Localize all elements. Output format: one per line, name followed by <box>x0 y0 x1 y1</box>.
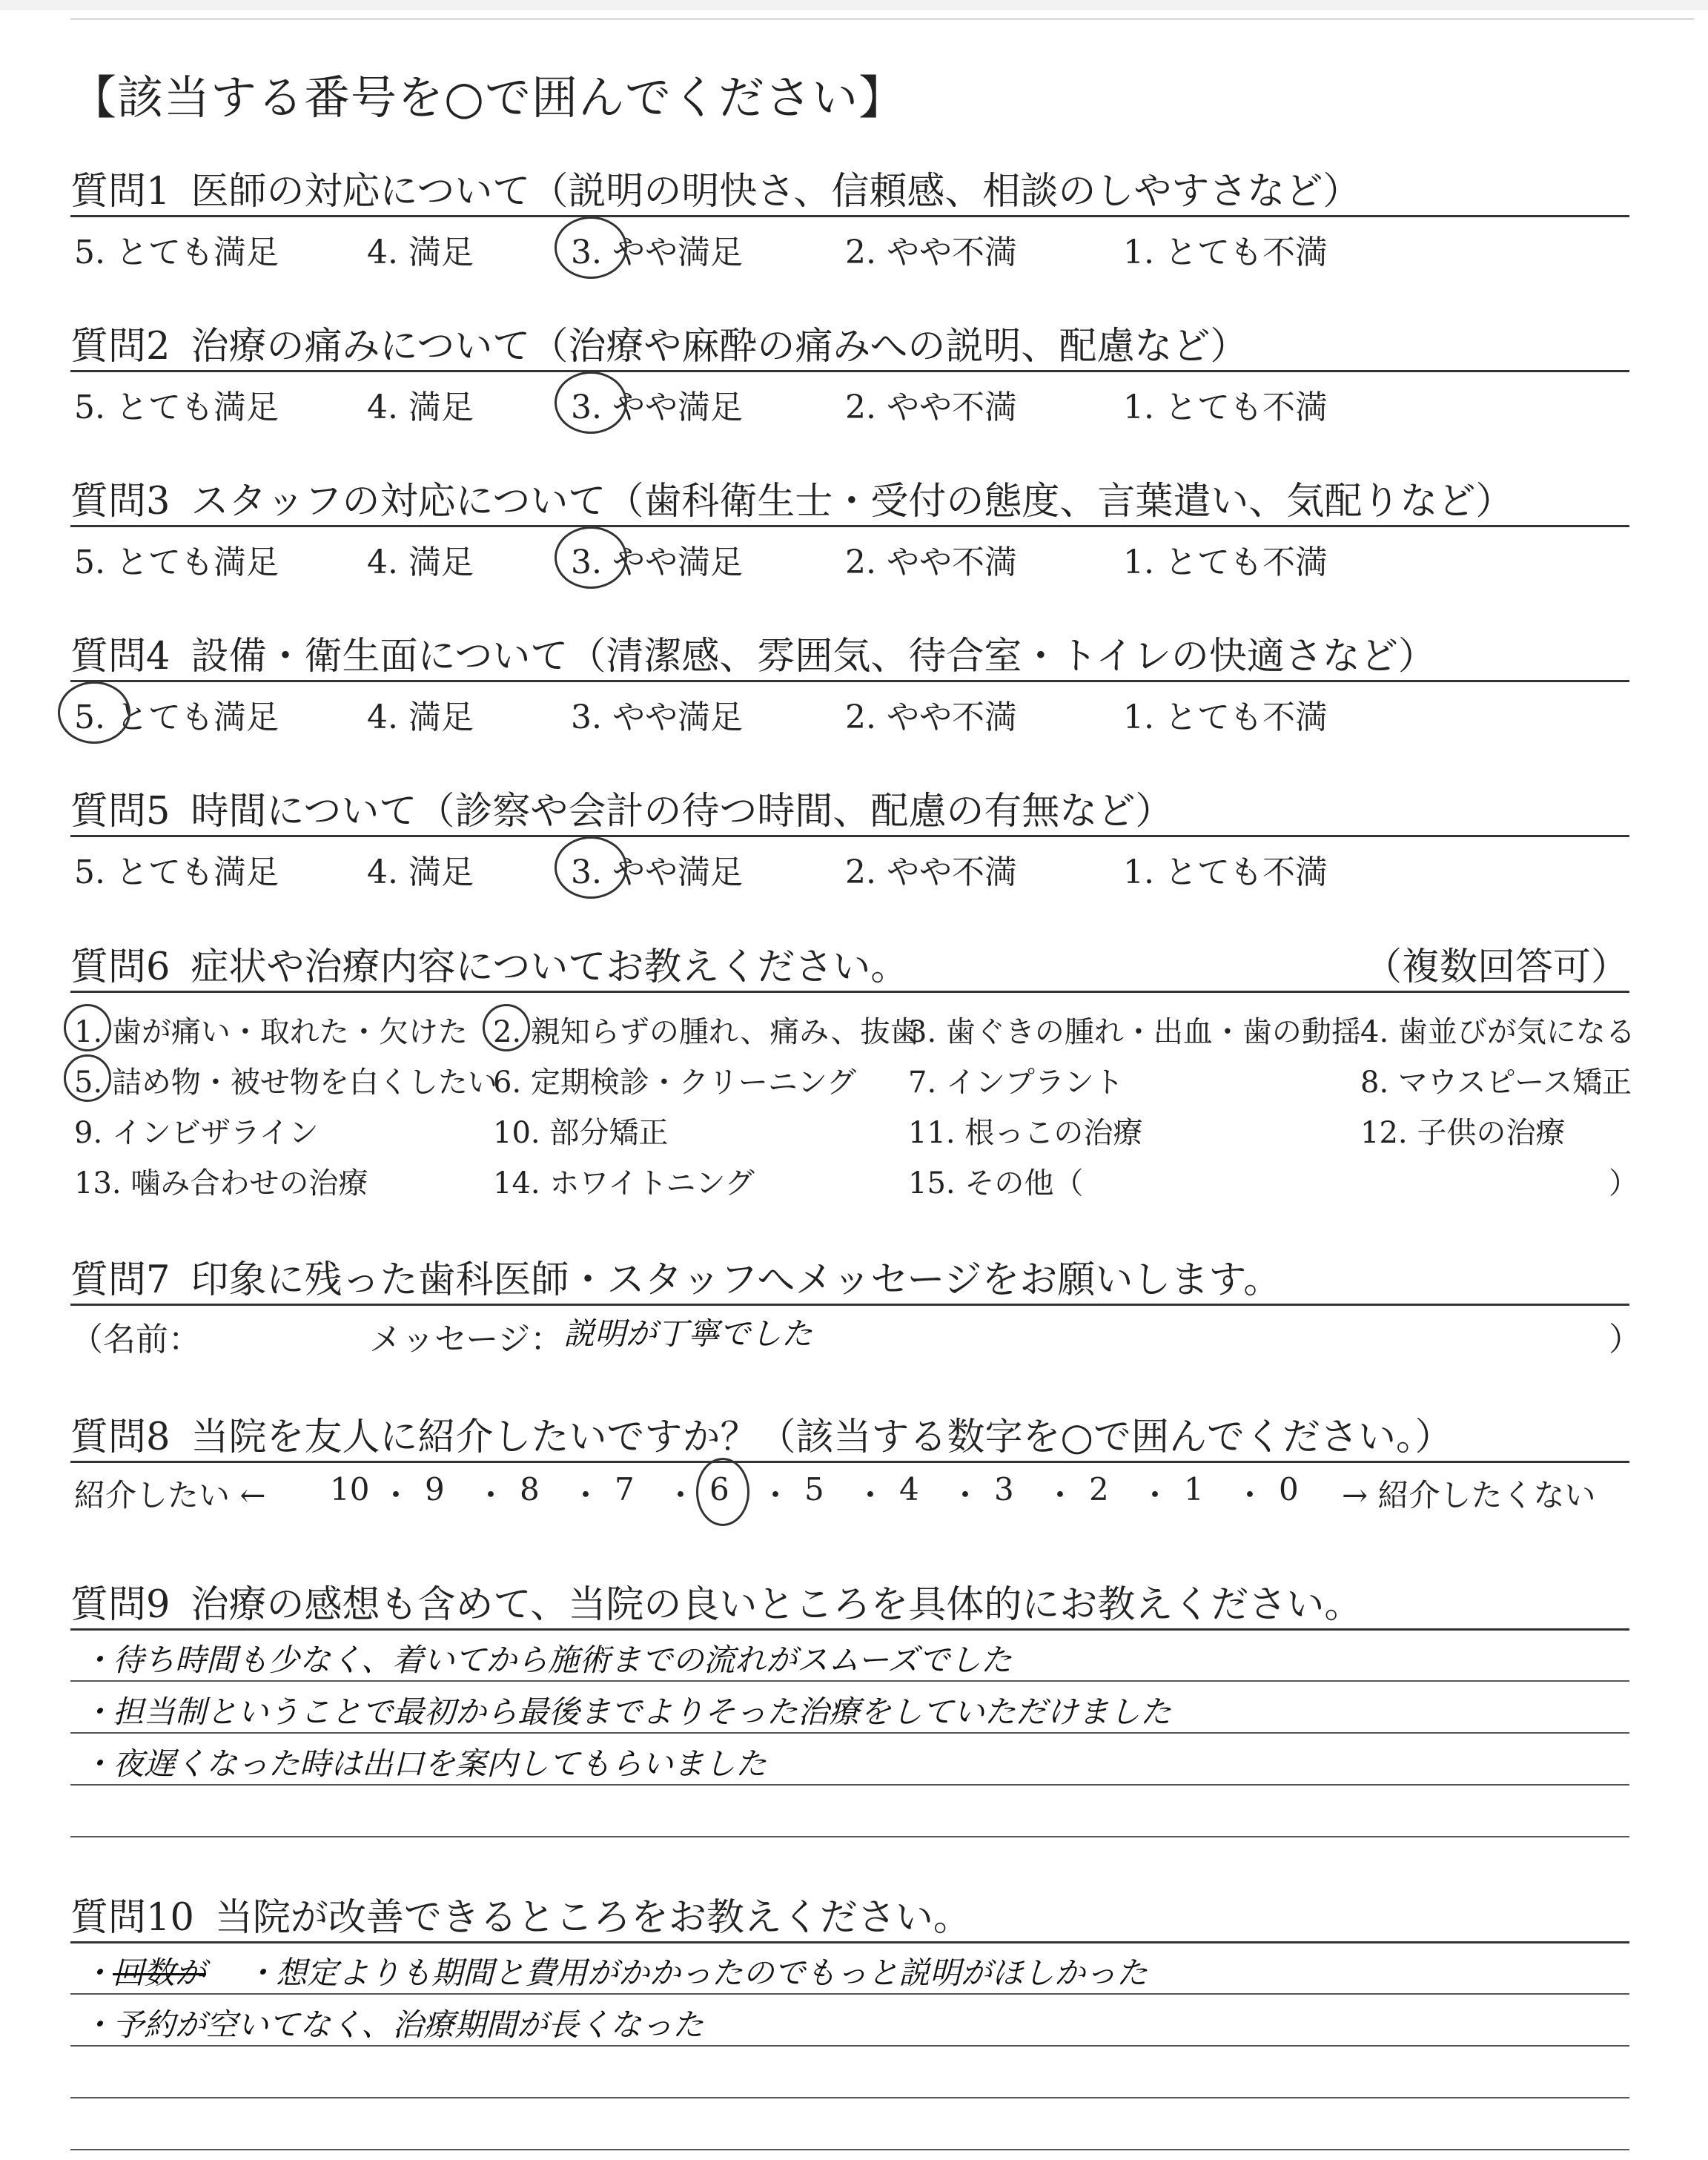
q8-scale-9[interactable]: 9 <box>425 1471 445 1507</box>
q3-number: 質問3 <box>70 480 171 524</box>
q8-scale-3[interactable]: 3 <box>994 1471 1014 1507</box>
q2-selection-circle <box>555 371 627 434</box>
q2-option-2[interactable]: 2. やや不満 <box>845 389 1017 426</box>
q6-option-2[interactable]: 2. 親知らずの腫れ、痛み、抜歯 <box>493 1015 920 1049</box>
q5-option-1[interactable]: 1. とても不満 <box>1123 853 1328 891</box>
q7-rule <box>70 1304 1629 1306</box>
q6-option-9[interactable]: 9. インビザライン <box>74 1116 319 1150</box>
q7-message-label: メッセージ： <box>369 1321 563 1358</box>
q6-option-6[interactable]: 6. 定期検診・クリーニング <box>493 1066 857 1100</box>
q7-name-label: （名前： <box>70 1321 201 1358</box>
q4-text: 設備・衛生面について（清潔感、雰囲気、待合室・トイレの快適さなど） <box>191 635 1436 678</box>
q8-selection-circle <box>696 1458 749 1526</box>
q8-scale-5[interactable]: 5 <box>804 1471 824 1507</box>
q2-option-5[interactable]: 5. とても満足 <box>74 389 279 426</box>
q8-scale-separator: ・ <box>475 1477 507 1513</box>
q10-line-1 <box>70 1993 1629 1995</box>
q1-option-1[interactable]: 1. とても不満 <box>1123 234 1328 271</box>
q8-scale-separator: ・ <box>855 1477 887 1513</box>
q8-scale-separator: ・ <box>570 1477 602 1513</box>
q2-text: 治療の痛みについて（治療や麻酔の痛みへの説明、配慮など） <box>191 325 1248 369</box>
q6-text: 症状や治療内容についてお教えください。 <box>191 945 909 989</box>
q8-scale-10[interactable]: 10 <box>330 1471 370 1507</box>
q10-title <box>70 1886 971 1941</box>
q7-close-paren: ） <box>1609 1321 1641 1358</box>
q6-rule <box>70 991 1629 993</box>
q1-option-4[interactable]: 4. 満足 <box>367 234 474 271</box>
q6-note: （複数回答可） <box>1364 945 1629 989</box>
q10-line-2 <box>70 2045 1629 2047</box>
q7-number: 質問7 <box>70 1258 171 1302</box>
q8-left-label: 紹介したい ← <box>74 1477 266 1513</box>
q6-option-10[interactable]: 10. 部分矯正 <box>493 1116 669 1150</box>
q9-line-1 <box>70 1680 1629 1682</box>
q8-scale-separator: ・ <box>1139 1477 1171 1513</box>
q8-scale-7[interactable]: 7 <box>615 1471 635 1507</box>
q6-option-1[interactable]: 1. 歯が痛い・取れた・欠けた <box>74 1015 468 1049</box>
q8-rule <box>70 1461 1629 1463</box>
q3-rule <box>70 525 1629 527</box>
q5-number: 質問5 <box>70 790 171 833</box>
q9-answer-2: ・担当制ということで最初から最後までよりそった治療をしていただけました <box>82 1694 1172 1730</box>
q2-option-4[interactable]: 4. 満足 <box>367 389 474 426</box>
q8-right-label: → 紹介したくない <box>1342 1477 1596 1513</box>
q8-scale-1[interactable]: 1 <box>1184 1471 1204 1507</box>
q9-text: 治療の感想も含めて、当院の良いところを具体的にお教えください。 <box>191 1583 1363 1627</box>
q2-rule <box>70 370 1629 372</box>
q7-message-answer: 説明が丁寧でした <box>563 1315 813 1352</box>
q1-number: 質問1 <box>70 170 171 214</box>
q3-option-4[interactable]: 4. 満足 <box>367 544 474 581</box>
q6-option-12[interactable]: 12. 子供の治療 <box>1360 1116 1566 1150</box>
q4-option-1[interactable]: 1. とても不満 <box>1123 698 1328 736</box>
q8-text: 当院を友人に紹介したいですか？（該当する数字を○で囲んでください。） <box>191 1416 1453 1459</box>
q10-rule <box>70 1941 1629 1943</box>
q8-scale-separator: ・ <box>1234 1477 1266 1513</box>
q3-title <box>70 470 1513 525</box>
q9-answer-1: ・待ち時間も少なく、着いてから施術までの流れがスムーズでした <box>82 1642 1012 1678</box>
q5-option-5[interactable]: 5. とても満足 <box>74 853 279 891</box>
q5-title <box>70 780 1173 835</box>
q10-text: 当院が改善できるところをお教えください。 <box>214 1896 971 1940</box>
q6-selection-circle <box>64 1054 111 1102</box>
q4-option-2[interactable]: 2. やや不満 <box>845 698 1017 736</box>
q3-selection-circle <box>555 526 627 589</box>
q4-option-3[interactable]: 3. やや満足 <box>571 698 743 736</box>
q9-rule <box>70 1628 1629 1631</box>
q7-title <box>70 1249 1281 1304</box>
q1-selection-circle <box>555 217 627 279</box>
q6-option-15[interactable]: 15. その他（ <box>908 1166 1084 1200</box>
q9-title <box>70 1573 1362 1628</box>
q8-scale-2[interactable]: 2 <box>1089 1471 1109 1507</box>
q1-option-2[interactable]: 2. やや不満 <box>845 234 1017 271</box>
q4-option-5[interactable]: 5. とても満足 <box>74 698 279 736</box>
instruction-heading: 【該当する番号を○で囲んでください】 <box>70 70 906 125</box>
q8-scale-separator: ・ <box>950 1477 982 1513</box>
q10-answer-2: ・予約が空いてなく、治療期間が長くなった <box>82 2007 704 2043</box>
q9-number: 質問9 <box>70 1583 171 1627</box>
q9-answer-3: ・夜遅くなった時は出口を案内してもらいました <box>82 1745 767 1782</box>
q10-line-4 <box>70 2149 1629 2150</box>
q8-scale-0[interactable]: 0 <box>1279 1471 1299 1507</box>
q6-selection-circle <box>64 1004 111 1051</box>
q10-struck-word: 回数が <box>113 1955 207 1991</box>
q1-text: 医師の対応について（説明の明快さ、信頼感、相談のしやすさなど） <box>191 170 1361 214</box>
q6-selection-circle <box>483 1004 530 1051</box>
q6-option-5[interactable]: 5. 詰め物・被せ物を白くしたい <box>74 1066 497 1100</box>
q3-option-1[interactable]: 1. とても不満 <box>1123 544 1328 581</box>
q6-option-4[interactable]: 4. 歯並びが気になる <box>1360 1015 1635 1049</box>
q5-text: 時間について（診察や会計の待つ時間、配慮の有無など） <box>191 790 1174 833</box>
q5-rule <box>70 835 1629 837</box>
q1-option-3[interactable]: 3. やや満足 <box>571 234 743 271</box>
q2-title <box>70 315 1248 370</box>
q8-scale-separator: ・ <box>665 1477 697 1513</box>
q4-number: 質問4 <box>70 635 171 678</box>
q6-title <box>70 936 908 991</box>
q4-selection-circle <box>58 681 130 744</box>
q6-number: 質問6 <box>70 945 171 989</box>
q10-number: 質問10 <box>70 1896 194 1940</box>
q1-option-5[interactable]: 5. とても満足 <box>74 234 279 271</box>
q6-option-11[interactable]: 11. 根っこの治療 <box>908 1116 1143 1150</box>
q8-scale-separator: ・ <box>760 1477 792 1513</box>
q5-option-3[interactable]: 3. やや満足 <box>571 853 743 891</box>
q6-other-close-paren: ） <box>1609 1166 1638 1200</box>
q8-scale-separator: ・ <box>1045 1477 1076 1513</box>
q1-title <box>70 160 1360 215</box>
q8-title <box>70 1406 1452 1461</box>
q4-title <box>70 625 1436 680</box>
q8-number: 質問8 <box>70 1416 171 1459</box>
q4-rule <box>70 680 1629 682</box>
q7-text: 印象に残った歯科医師・スタッフへメッセージをお願いします。 <box>191 1258 1282 1302</box>
scan-top-edge <box>0 0 1708 10</box>
q10-answer-1: ・想定よりも期間と費用がかかったのでもっと説明がほしかった <box>245 1955 1148 1991</box>
q8-scale-4[interactable]: 4 <box>899 1471 919 1507</box>
q3-option-2[interactable]: 2. やや不満 <box>845 544 1017 581</box>
q2-option-3[interactable]: 3. やや満足 <box>571 389 743 426</box>
q8-scale-8[interactable]: 8 <box>520 1471 540 1507</box>
q8-scale-6[interactable]: 6 <box>709 1471 729 1507</box>
q2-option-1[interactable]: 1. とても不満 <box>1123 389 1328 426</box>
scan-top-line <box>70 18 1694 20</box>
q6-option-8[interactable]: 8. マウスピース矯正 <box>1360 1066 1632 1100</box>
q3-option-5[interactable]: 5. とても満足 <box>74 544 279 581</box>
q6-option-14[interactable]: 14. ホワイトニング <box>493 1166 755 1200</box>
q1-rule <box>70 215 1629 217</box>
q8-scale-separator: ・ <box>380 1477 412 1513</box>
q3-option-3[interactable]: 3. やや満足 <box>571 544 743 581</box>
q9-line-3 <box>70 1784 1629 1786</box>
q5-selection-circle <box>555 836 627 899</box>
q5-option-2[interactable]: 2. やや不満 <box>845 853 1017 891</box>
q4-option-4[interactable]: 4. 満足 <box>367 698 474 736</box>
q9-line-4 <box>70 1836 1629 1837</box>
q6-option-13[interactable]: 13. 噛み合わせの治療 <box>74 1166 368 1200</box>
q9-line-2 <box>70 1732 1629 1734</box>
q5-option-4[interactable]: 4. 満足 <box>367 853 474 891</box>
q10-struck-text: ・回数が <box>82 1955 207 1991</box>
q2-number: 質問2 <box>70 325 171 369</box>
q6-option-7[interactable]: 7. インプラント <box>908 1066 1124 1100</box>
q3-text: スタッフの対応について（歯科衛生士・受付の態度、言葉遣い、気配りなど） <box>191 480 1514 524</box>
q6-option-3[interactable]: 3. 歯ぐきの腫れ・出血・歯の動揺 <box>908 1015 1361 1049</box>
q10-line-3 <box>70 2097 1629 2098</box>
